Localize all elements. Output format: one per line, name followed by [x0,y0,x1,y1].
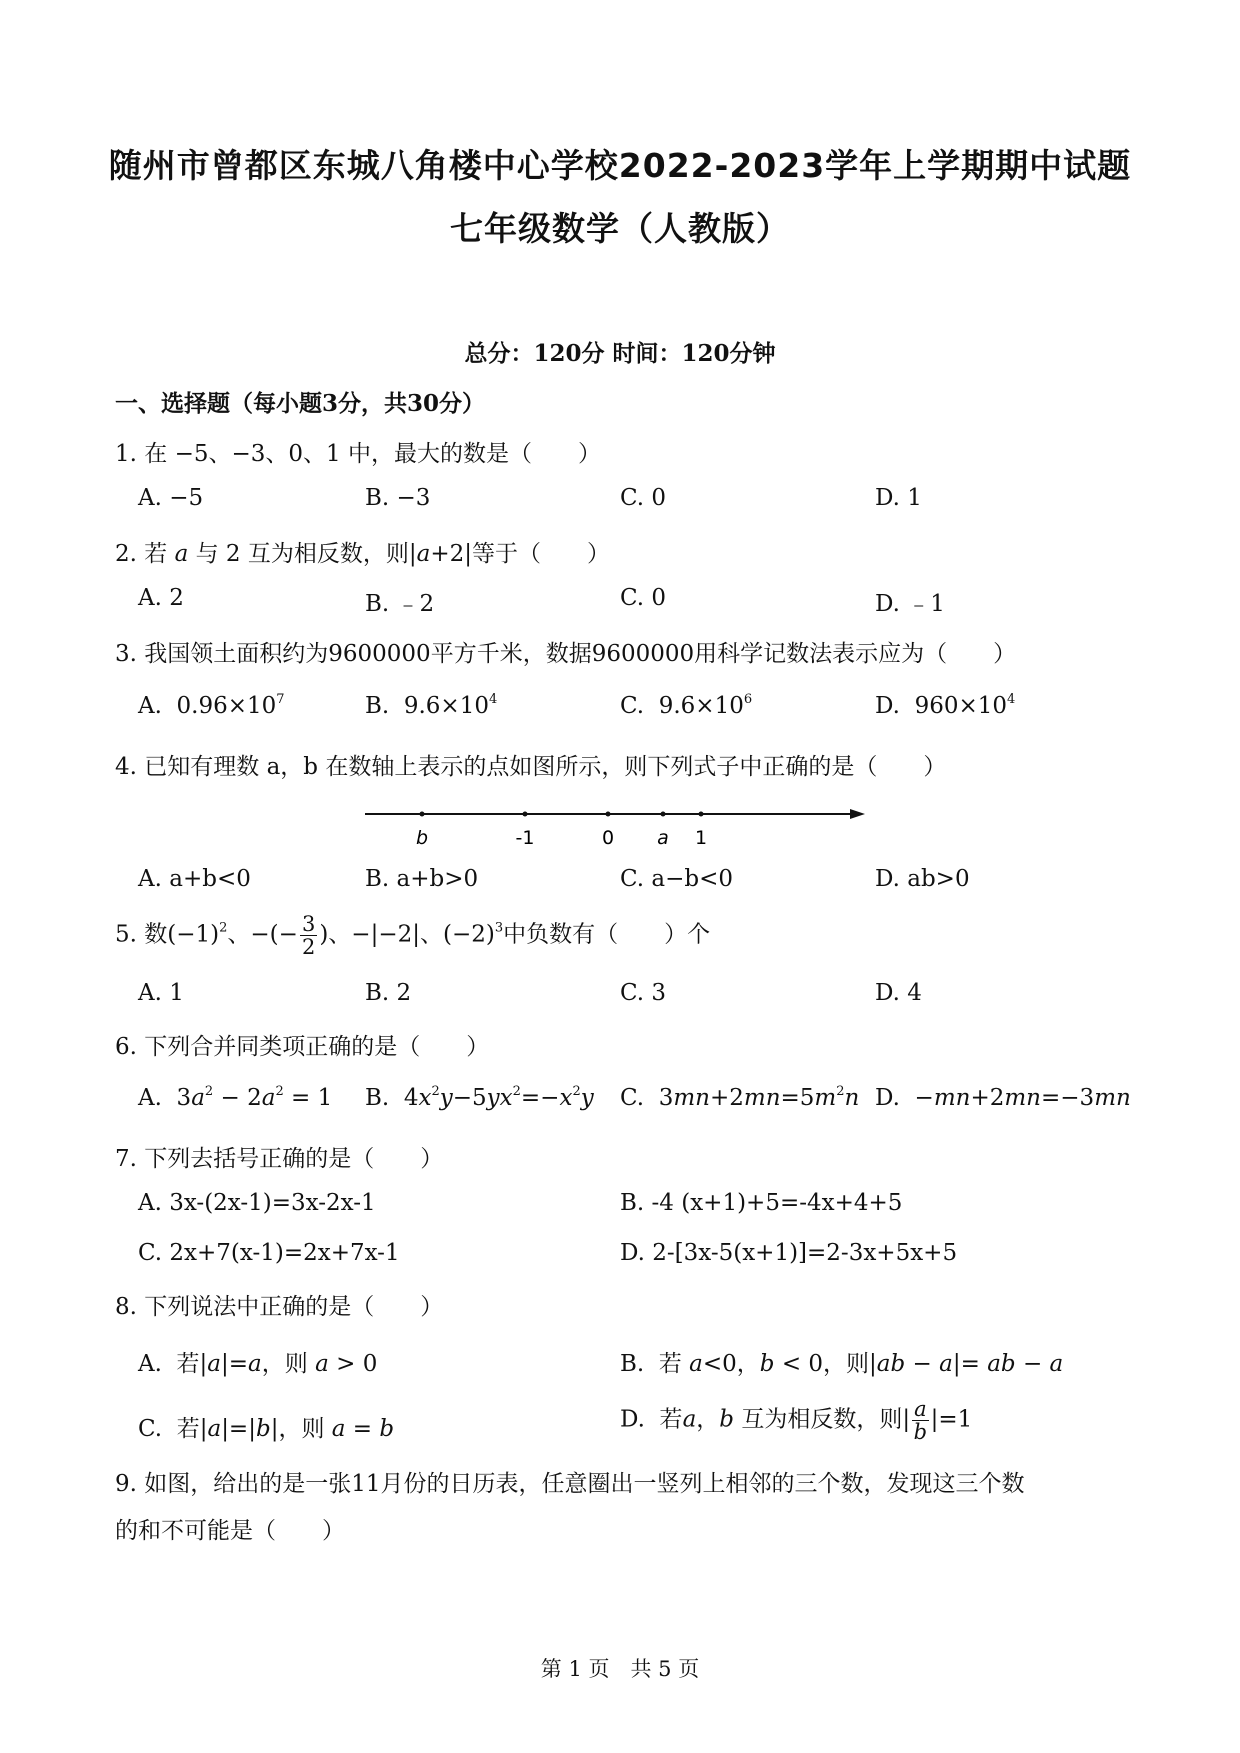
q1-option-d: D. 1 [875,485,922,511]
label-b: b [415,827,429,849]
question-9-line1: 9. 如图，给出的是一张11月份的日历表，任意圈出一竖列上相邻的三个数，发现这三个数 [115,1471,1025,1497]
q5-option-b: B. 2 [365,980,412,1006]
exam-title: 随州市曾都区东城八角楼中心学校2022-2023学年上学期期中试题 [108,146,1132,185]
question-1-stem: 1. 在 −5、−3、0、1 中，最大的数是（ ） [115,441,601,467]
q5-option-d: D. 4 [875,980,922,1006]
page-footer: 第 1 页 共 5 页 [540,1657,700,1681]
q5-option-a: A. 1 [138,980,184,1006]
point-a [661,812,666,817]
score-time-info: 总分：120分 时间：120分钟 [464,340,776,367]
exam-subtitle: 七年级数学（人教版） [450,209,790,248]
q8-option-a: A. 若|a|=a，则 a > 0 [138,1351,378,1377]
point-1 [699,812,704,817]
q4-option-c: C. a−b<0 [620,866,734,892]
question-8-stem: 8. 下列说法中正确的是（ ） [115,1294,444,1320]
q3-option-c: C. $9.6\times 10^6$ [620,692,753,719]
q3-option-b: B. $9.6\times 10^4$ [365,692,498,719]
q6-option-b: B. $4x^2y-5yx^2=-x^2y$ [365,1084,594,1111]
question-6-stem: 6. 下列合并同类项正确的是（ ） [115,1034,490,1060]
question-7-stem: 7. 下列去括号正确的是（ ） [115,1146,444,1172]
q2-option-c: C. 0 [620,585,667,611]
label-minus-1: -1 [515,827,535,849]
q3-option-a: A. $0.96\times 10^7$ [138,692,285,719]
q1-option-b: B. −3 [365,485,431,511]
fraction-3-over-2: $\frac{3}{2}$ [301,912,316,960]
q6-option-c: C. $3mn+2mn=5m^2n$ [620,1084,860,1111]
q7-option-d: D. 2-[3x-5(x+1)]=2-3x+5x+5 [620,1240,958,1266]
q4-option-d: D. ab>0 [875,866,970,892]
q8-option-c: C. 若|a|=|b|，则 a = b [138,1416,395,1442]
point-b [420,812,425,817]
question-4-stem: 4. 已知有理数 a，b 在数轴上表示的点如图所示，则下列式子中正确的是（ ） [115,754,947,780]
q2-option-a: A. 2 [138,585,184,611]
q3-option-d: D. $960\times 10^4$ [875,692,1016,719]
section-heading: 一、选择题（每小题3分，共30分） [115,390,486,417]
q7-option-b: B. -4 (x+1)+5=-4x+4+5 [620,1190,903,1216]
number-line-figure [360,800,870,850]
q2-option-d: D. ﹣1 [875,591,945,617]
question-3-stem: 3. 我国领土面积约为9600000平方千米，数据9600000用科学记数法表示应为（ ） [115,641,1017,667]
label-a: a [657,827,669,849]
q7-option-a: A. 3x-(2x-1)=3x-2x-1 [138,1190,376,1216]
q8-option-d: D. 若a，b 互为相反数，则| $\frac{a}{b}$ |=1 [620,1397,973,1445]
q8-option-b: B. 若 a<0，b < 0，则|ab − a|= ab − a [620,1351,1064,1377]
q4-option-b: B. a+b>0 [365,866,479,892]
q5-option-c: C. 3 [620,980,667,1006]
q1-option-a: A. −5 [138,485,204,511]
number-line-arrow-icon [850,809,865,819]
q7-option-c: C. 2x+7(x-1)=2x+7x-1 [138,1240,400,1266]
question-9-line2: 的和不可能是（ ） [115,1518,345,1544]
point-minus-1 [523,812,528,817]
q2-option-b: B. ﹣2 [365,591,435,617]
label-0: 0 [601,827,615,849]
q1-option-c: C. 0 [620,485,667,511]
point-0 [606,812,611,817]
label-1: 1 [694,827,708,849]
question-2-stem: 2. 若 a 与 2 互为相反数，则|a+2|等于（ ） [115,541,610,567]
q6-option-d: D. −mn+2mn=−3mn [875,1085,1131,1111]
q4-option-a: A. a+b<0 [138,866,251,892]
q6-option-a: A. $3a^2 - 2a^2 = 1$ [138,1084,333,1111]
question-5-stem: 5. 数$(-1)^2$、−(− $\frac{3}{2}$ )、−|−2|、$(-2)^3$中负数有（ ）个 [115,912,711,960]
